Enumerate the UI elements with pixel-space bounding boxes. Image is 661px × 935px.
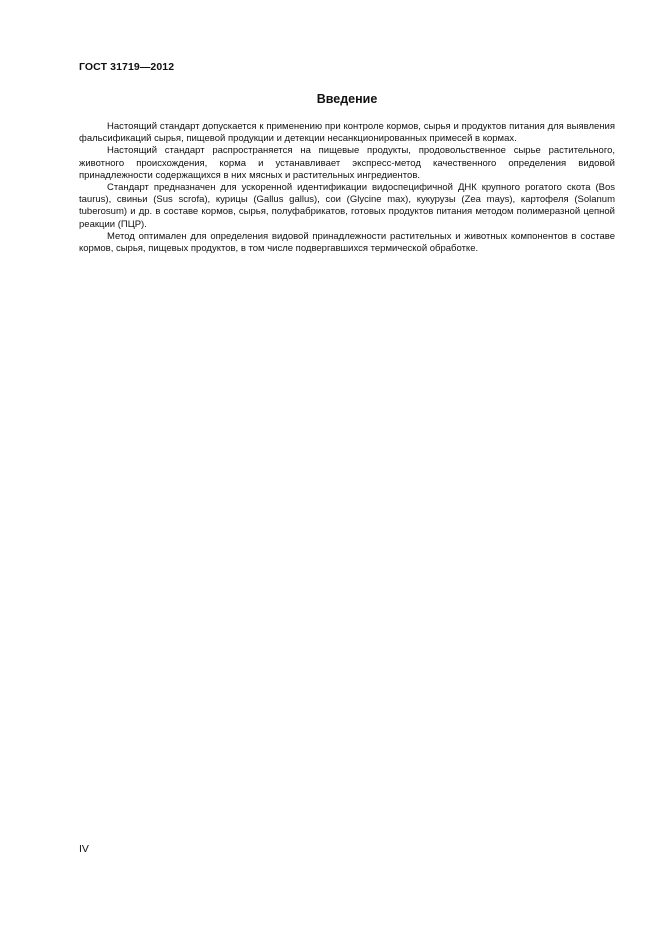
paragraph-purpose-dna: Стандарт предназначен для ускоренной идентификации видоспецифичной ДНК крупного рогатого скота (Bos taurus), свиньи (Sus scrofa), курицы (Gallus gallus), сои (Glycine max), кукурузы (Zea mays), картофеля (Solanum tuberosum) и др. в составе кормов, сырья, полуфабрикатов, готовых продуктов питания методом полимеразной цепной реакции (ПЦР). xyxy=(79,182,615,230)
paragraph-scope-control: Настоящий стандарт допускается к применению при контроле кормов, сырья и продуктов питания для выявления фальсификаций сырья, пищевой продукции и детекции несанкционированных примесей в кормах. xyxy=(79,121,615,145)
paragraph-method-optimal: Метод оптимален для определения видовой принадлежности растительных и животных компонентов в составе кормов, сырья, пищевых продуктов, в том числе подвергавшихся термической обработке. xyxy=(79,230,615,255)
document-header-standard-id: ГОСТ 31719—2012 xyxy=(79,61,175,73)
page-number: IV xyxy=(79,843,89,855)
paragraph-scope-products: Настоящий стандарт распространяется на пищевые продукты, продовольственное сырье растительного, животного происхождения, корма и устанавливает экспресс-метод качественного определения видовой принадлежности содержащихся в них мясных и растительных ингредиентов. xyxy=(79,145,615,181)
section-title: Введение xyxy=(316,92,378,106)
introduction-body xyxy=(79,121,615,255)
